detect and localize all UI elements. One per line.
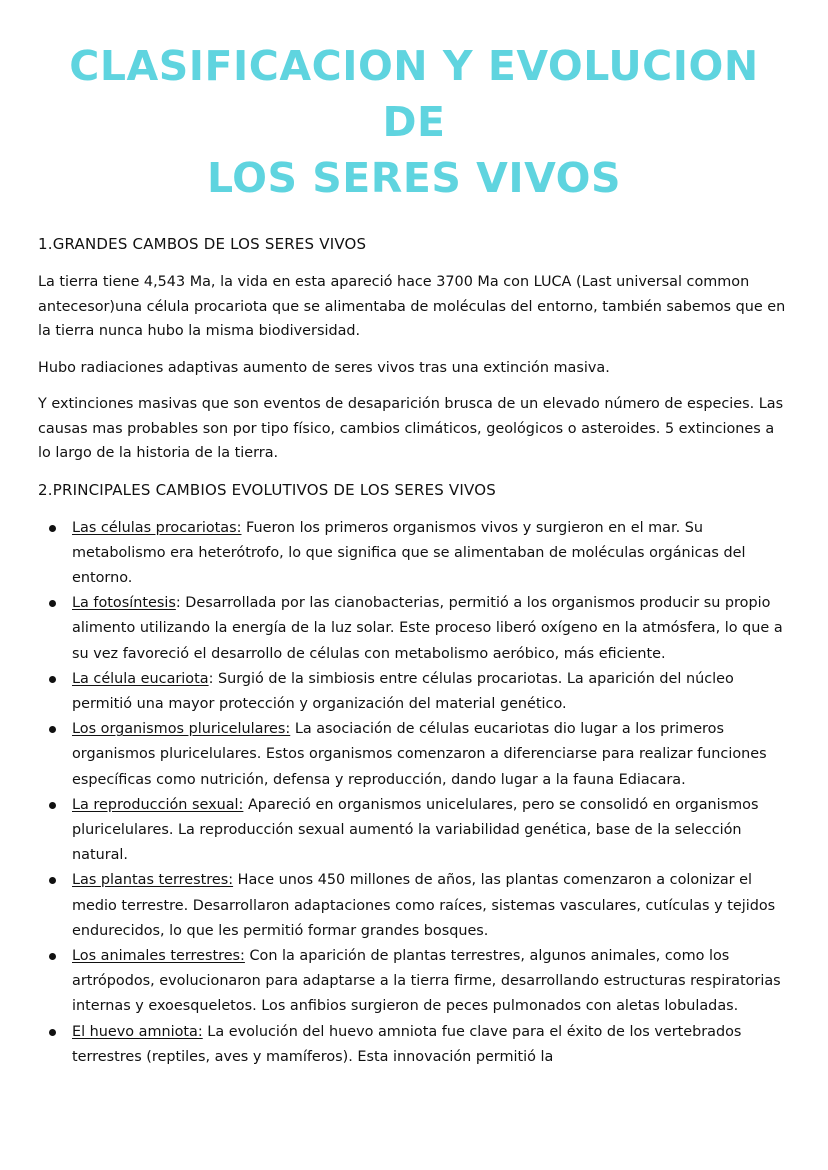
list-item-text: Con la aparición de plantas terrestres, algunos animales, como los artrópodos, evolucionaron para adaptarse a la tierra firme, desarrollando estructuras respiratorias internas y exoesqueletos. Los anfibios surgieron de peces pulmonados con aletas lobuladas. xyxy=(72,947,781,1015)
list-item xyxy=(38,944,790,1020)
section-1-paragraph-3: Y extinciones masivas que son eventos de desaparición brusca de un elevado número de especies. Las causas mas probables son por tipo físico, cambios climáticos, geológicos o asteroides. 5 extinciones a lo largo de la historia de la tierra. xyxy=(38,396,784,461)
list-item-text: : Surgió de la simbiosis entre células procariotas. La aparición del núcleo permitió una mayor protección y organización del material genético. xyxy=(72,670,734,712)
page-title xyxy=(38,38,790,206)
list-item xyxy=(38,591,790,667)
list-item-term: Las plantas terrestres: xyxy=(72,872,234,889)
list-item-text: Apareció en organismos unicelulares, pero se consolidó en organismos pluricelulares. La reproducción sexual aumentó la variabilidad genética, base de la selección natural. xyxy=(72,796,759,864)
list-item-term: Los organismos pluricelulares: xyxy=(72,721,291,738)
bullet-icon xyxy=(49,676,56,683)
section-1-paragraph-2: Hubo radiaciones adaptivas aumento de seres vivos tras una extinción masiva. xyxy=(38,359,610,376)
section-2-heading: 2.PRINCIPALES CAMBIOS EVOLUTIVOS DE LOS SERES VIVOS xyxy=(38,480,496,499)
bullet-icon xyxy=(49,953,56,960)
bullet-icon xyxy=(49,802,56,809)
list-item-term: El huevo amniota: xyxy=(72,1023,203,1040)
bullet-icon xyxy=(49,877,56,884)
list-item xyxy=(38,868,790,944)
list-item-term: La célula eucariota xyxy=(72,670,209,687)
list-item xyxy=(38,667,790,717)
list-item xyxy=(38,717,790,793)
bullet-icon xyxy=(49,1029,56,1036)
list-item-text: Fueron los primeros organismos vivos y surgieron en el mar. Su metabolismo era heterótrofo, lo que significa que se alimentaban de moléculas orgánicas del entorno. xyxy=(72,519,746,586)
section-1-paragraph-1: La tierra tiene 4,543 Ma, la vida en esta apareció hace 3700 Ma con LUCA (Last universal common antecesor)una célula procariota que se alimentaba de moléculas del entorno, también sabemos que en la tierra nunca hubo la misma biodiversidad. xyxy=(38,274,786,339)
list-item-term: Las células procariotas: xyxy=(72,519,242,536)
list-item xyxy=(38,793,790,869)
list-item-text: La asociación de células eucariotas dio lugar a los primeros organismos pluricelulares. Estos organismos comenzaron a diferenciarse para realizar funciones específicas como nutrición, defensa y reproducción, dando lugar a la fauna Ediacara. xyxy=(72,721,767,788)
bullet-icon xyxy=(49,525,56,532)
bullet-icon xyxy=(49,726,56,733)
section-grandes-cambios xyxy=(38,232,790,466)
bullet-icon xyxy=(49,600,56,607)
list-item-text: Hace unos 450 millones de años, las plantas comenzaron a colonizar el medio terrestre. Desarrollaron adaptaciones como raíces, sistemas vasculares, cutículas y tejidos endurecidos, lo que les permitió formar grandes bosques. xyxy=(72,872,776,939)
list-item-text: La evolución del huevo amniota fue clave para el éxito de los vertebrados terrestres (reptiles, aves y mamíferos). Esta innovación permitió la xyxy=(72,1023,742,1065)
list-item-text: : Desarrollada por las cianobacterias, permitió a los organismos producir su propio alimento utilizando la energía de la luz solar. Este proceso liberó oxígeno en la atmósfera, lo que a su vez favoreció el desarrollo de células con metabolismo aeróbico, más eficiente. xyxy=(72,595,783,662)
list-item xyxy=(38,516,790,592)
section-1-heading: 1.GRANDES CAMBOS DE LOS SERES VIVOS xyxy=(38,235,367,253)
list-item-term: Los animales terrestres: xyxy=(72,947,245,964)
section-principales-cambios xyxy=(38,478,790,1070)
list-item xyxy=(38,1020,790,1070)
title-line-2: LOS SERES VIVOS xyxy=(206,154,622,202)
evolutionary-changes-list xyxy=(38,516,790,1070)
list-item-term: La reproducción sexual: xyxy=(72,796,244,813)
list-item-term: La fotosíntesis xyxy=(72,595,176,612)
title-line-1: CLASIFICACION Y EVOLUCION DE xyxy=(69,42,759,146)
